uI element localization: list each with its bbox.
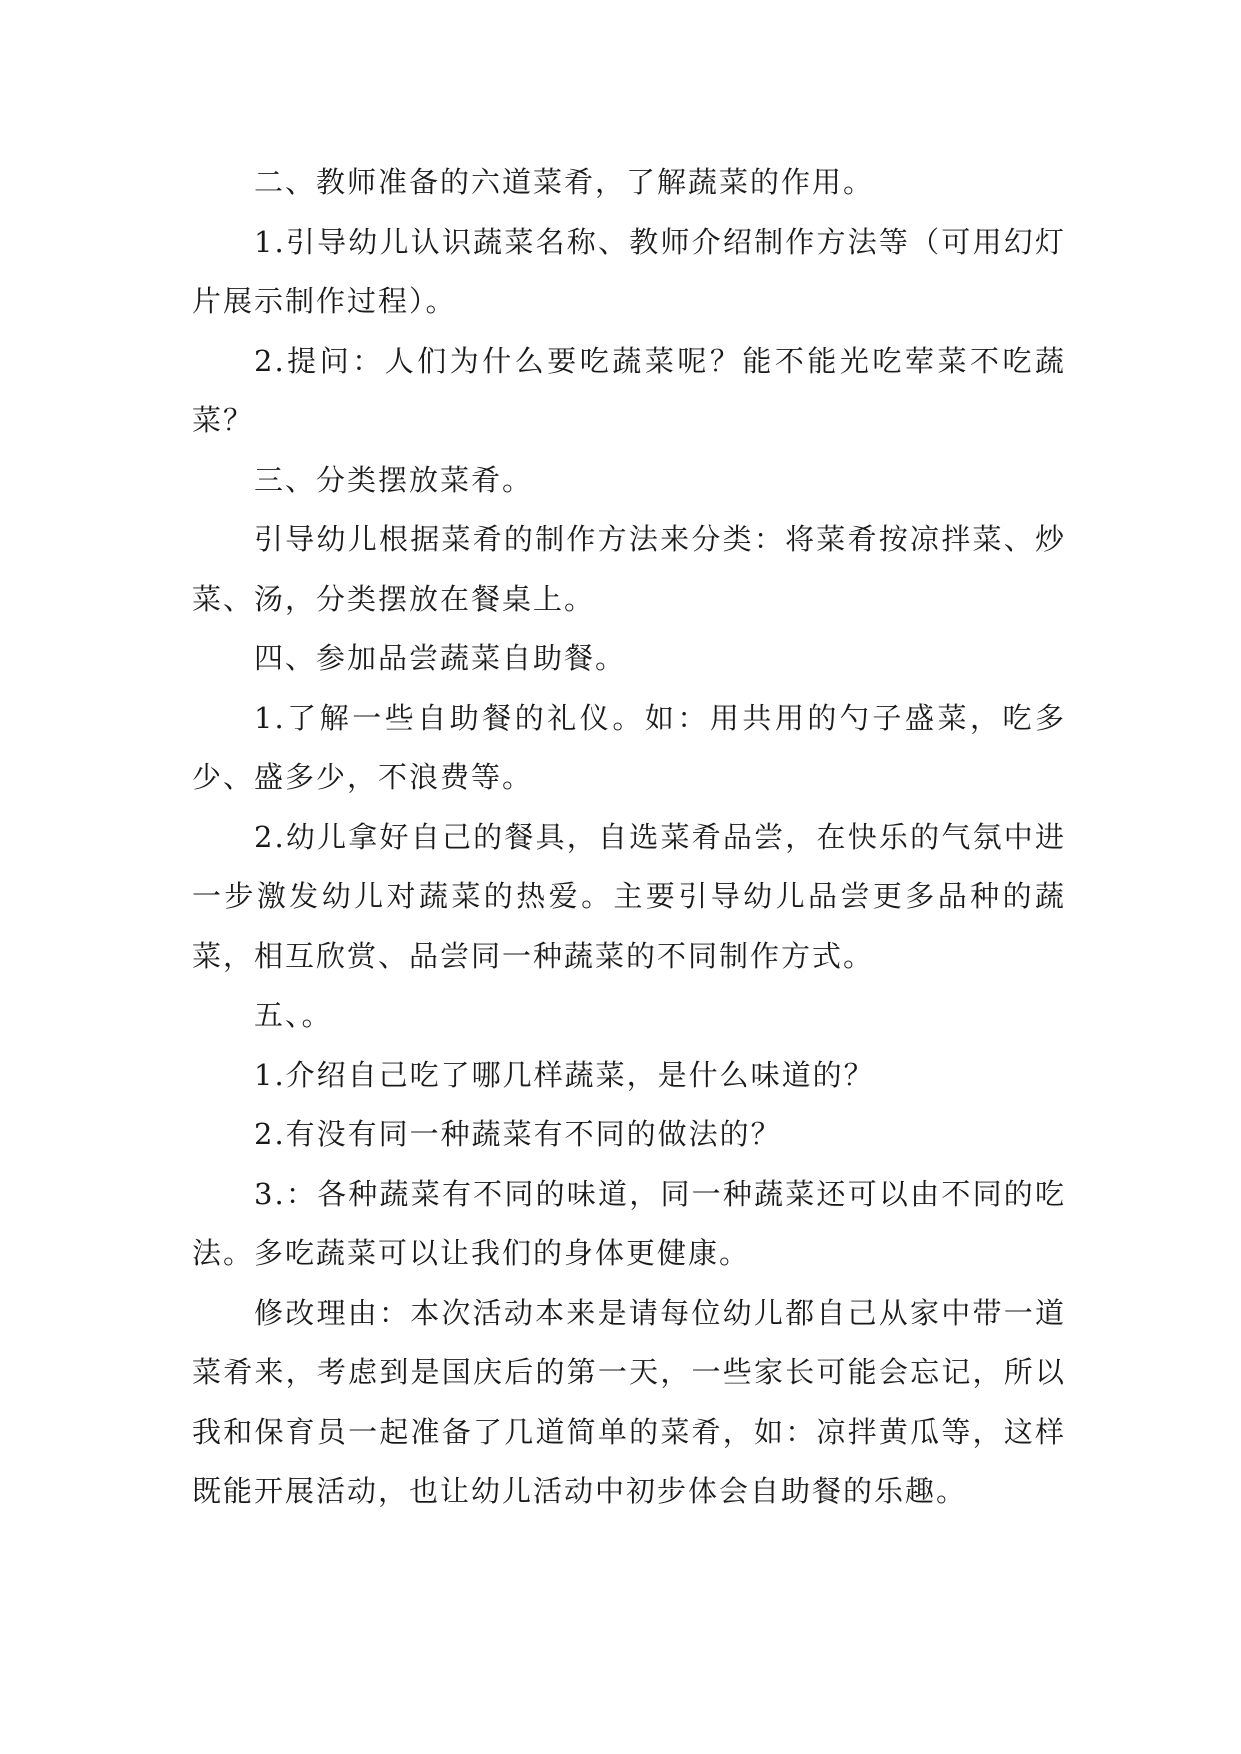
paragraph: 1.引导幼儿认识蔬菜名称、教师介绍制作方法等（可用幻灯片展示制作过程）。 (192, 224, 1066, 318)
paragraph: 2.有没有同一种蔬菜有不同的做法的？ (254, 1117, 782, 1151)
paragraph: 1.了解一些自助餐的礼仪。如：用共用的勺子盛菜，吃多少、盛多少，不浪费等。 (192, 700, 1066, 794)
section-heading-five: 五、。 (254, 998, 333, 1032)
paragraph: 2.幼儿拿好自己的餐具，自选菜肴品尝，在快乐的气氛中进一步激发幼儿对蔬菜的热爱。主要引导幼儿品尝更多品种的蔬菜，相互欣赏、品尝同一种蔬菜的不同制作方式。 (192, 819, 1066, 973)
document-body (192, 153, 1066, 1522)
paragraph: 引导幼儿根据菜肴的制作方法来分类：将菜肴按凉拌菜、炒菜、汤，分类摆放在餐桌上。 (192, 522, 1066, 616)
section-heading-three: 三、分类摆放菜肴。 (254, 462, 534, 497)
paragraph: 2.提问：人们为什么要吃蔬菜呢？能不能光吃荤菜不吃蔬菜？ (192, 343, 1066, 437)
paragraph: 3.：各种蔬菜有不同的味道，同一种蔬菜还可以由不同的吃法。多吃蔬菜可以让我们的身体更健康。 (192, 1176, 1066, 1270)
section-heading-two: 二、教师准备的六道菜肴，了解蔬菜的作用。 (254, 165, 875, 199)
paragraph: 1.介绍自己吃了哪几样蔬菜，是什么味道的？ (254, 1057, 875, 1092)
revision-reason-paragraph: 修改理由：本次活动本来是请每位幼儿都自己从家中带一道菜肴来，考虑到是国庆后的第一天，一些家长可能会忘记，所以我和保育员一起准备了几道简单的菜肴，如：凉拌黄瓜等，这样既能开展活动，也让幼儿活动中初步体会自助餐的乐趣。 (192, 1295, 1066, 1508)
section-heading-four: 四、参加品尝蔬菜自助餐。 (254, 641, 627, 675)
